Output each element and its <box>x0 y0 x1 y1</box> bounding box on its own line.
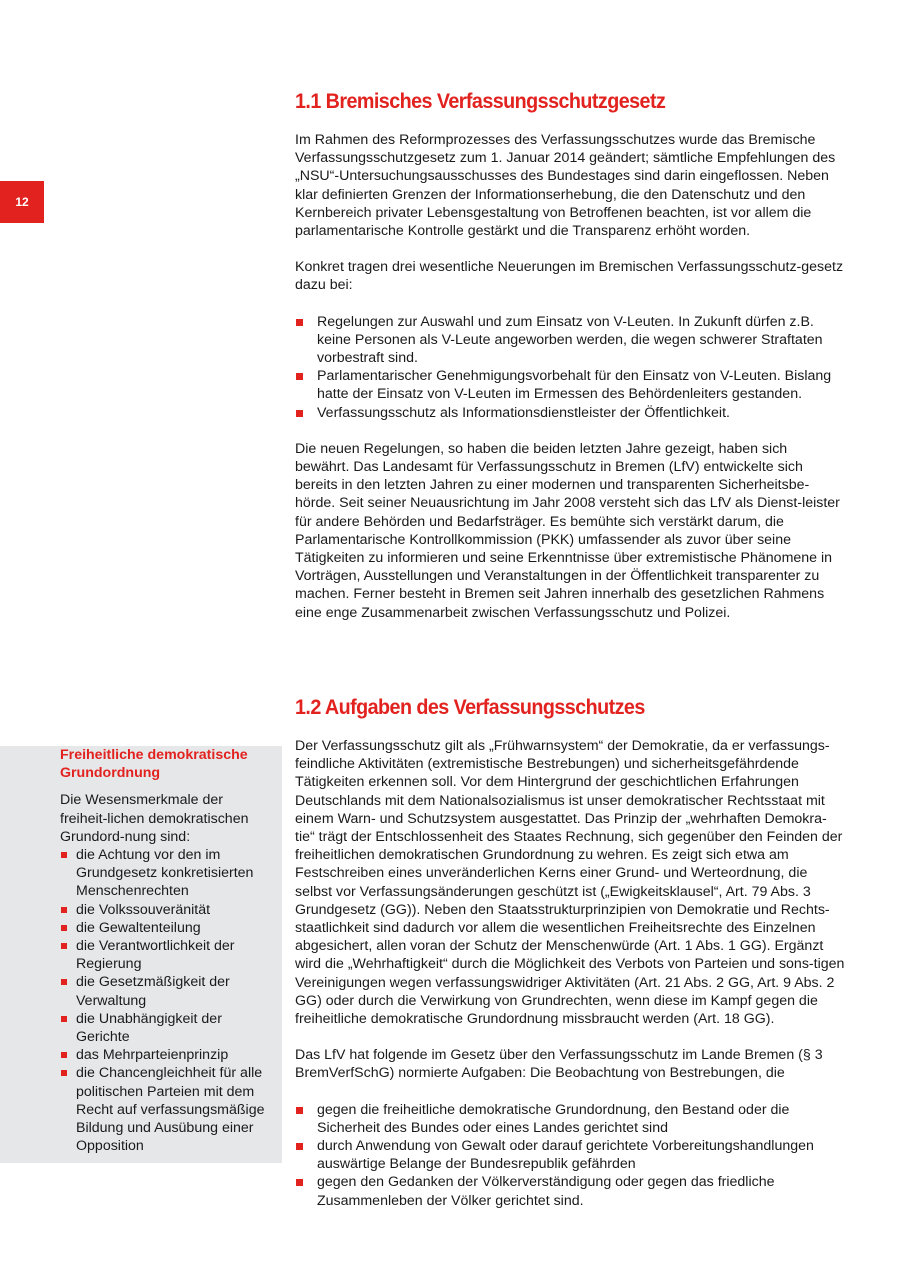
bullet-square-icon <box>61 1070 67 1076</box>
bullet-square-icon <box>296 1179 303 1186</box>
bullet-square-icon <box>296 319 303 326</box>
bullet-square-icon <box>61 979 67 985</box>
list-item: Parlamentarischer Genehmigungsvorbehalt für den Einsatz von V-Leuten. Bislang hatte der Einsatz von V-Leuten im Ermessen des Behördenleiters gestanden. <box>295 367 845 403</box>
list-item: die Gesetzmäßigkeit der Verwaltung <box>60 973 272 1009</box>
sidebar-box <box>0 746 282 1163</box>
list-item: die Volkssouveränität <box>60 901 272 919</box>
bullet-square-icon <box>296 373 303 380</box>
paragraph: Konkret tragen drei wesentliche Neuerungen im Bremischen Verfassungsschutz-gesetz dazu bei: <box>295 259 844 294</box>
list-item: gegen den Gedanken der Völkerverständigung oder gegen das friedliche Zusammenleben der Völker gerichtet sind. <box>295 1173 845 1209</box>
list-item: Regelungen zur Auswahl und zum Einsatz von V-Leuten. In Zukunft dürfen z.B. keine Personen als V-Leute angeworben werden, die wegen schwerer Straftaten vorbestraft sind. <box>295 313 845 368</box>
list-item: gegen die freiheitliche demokratische Grundordnung, den Bestand oder die Sicherheit des Bundes oder eines Landes gerichtet sind <box>295 1101 845 1137</box>
section-verfassungsschutzgesetz <box>295 90 845 622</box>
bullet-square-icon <box>61 852 67 858</box>
sidebar-intro: Die Wesensmerkmale der freiheit-lichen demokratischen Grundord-nung sind: <box>60 792 249 845</box>
paragraph: Die neuen Regelungen, so haben die beiden letzten Jahre gezeigt, haben sich bewährt. Das Landesamt für Verfassungsschutz in Bremen (LfV) entwickelte sich bereits in den letzten Jahren zu einer modernen und transparenten Sicherheitsbe-hörde. Seit seiner Neuausrichtung im Jahr 2008 versteht sich das LfV als Dienst-leister für andere Behörden und Bedarfsträger. Es bemühte sich verstärkt darum, die Parlamentarische Kontrollkommission (PKK) umfassender als zuvor über seine Tätigkeiten zu informieren und seine Erkenntnisse über extremistische Phänomene in Vorträgen, Ausstellungen und Veranstaltungen in der Öffentlichkeit transparenter zu machen. Ferner besteht in Bremen seit Jahren innerhalb des gesetzlichen Rahmens eine enge Zusammenarbeit zwischen Verfassungsschutz und Polizei. <box>295 440 840 621</box>
paragraph: Im Rahmen des Reformprozesses des Verfassungsschutzes wurde das Bremische Verfassungsschutzgesetz zum 1. Januar 2014 geändert; sämtliche Empfehlungen des „NSU“-Untersuchungsausschusses des Bundestages sind darin eingeflossen. Neben klar definierten Grenzen der Informationserhebung, die den Datenschutz und den Kernbereich privater Lebensgestaltung von Betroffenen beachten, ist vor allem die parlamentarische Kontrolle gestärkt und die Transparenz erhöht worden. <box>295 132 836 240</box>
section-aufgaben <box>295 696 845 1210</box>
bullet-list <box>295 1101 845 1210</box>
list-item: Verfassungsschutz als Informationsdienstleister der Öffentlichkeit. <box>295 404 845 422</box>
bullet-list <box>295 313 845 422</box>
bullet-square-icon <box>296 410 303 417</box>
list-item: die Verantwortlichkeit der Regierung <box>60 937 272 973</box>
list-item: die Unabhängigkeit der Gerichte <box>60 1010 272 1046</box>
bullet-square-icon <box>296 1107 303 1114</box>
bullet-square-icon <box>61 907 67 913</box>
bullet-square-icon <box>61 925 67 931</box>
list-item: die Gewaltenteilung <box>60 919 272 937</box>
page-number: 12 <box>15 195 29 209</box>
section-heading: 1.2 Aufgaben des Verfassungsschutzes <box>295 696 645 719</box>
list-item: das Mehrparteienprinzip <box>60 1046 272 1064</box>
sidebar-heading: Freiheitliche demokratische Grundordnung <box>60 747 248 782</box>
section-heading: 1.1 Bremisches Verfassungsschutzgesetz <box>295 90 666 113</box>
page-number-tab <box>0 181 44 223</box>
paragraph: Das LfV hat folgende im Gesetz über den Verfassungsschutz im Lande Bremen (§ 3 BremVerfSchG) normierte Aufgaben: Die Beobachtung von Bestrebungen, die <box>295 1047 823 1082</box>
bullet-square-icon <box>61 1016 67 1022</box>
list-item: die Chancengleichheit für alle politischen Parteien mit dem Recht auf verfassungsmäßige Bildung und Ausübung einer Opposition <box>60 1064 272 1155</box>
bullet-square-icon <box>61 943 67 949</box>
list-item: die Achtung vor den im Grundgesetz konkretisierten Menschenrechten <box>60 846 272 901</box>
list-item: durch Anwendung von Gewalt oder darauf gerichtete Vorbereitungshandlungen auswärtige Belange der Bundesrepublik gefährden <box>295 1137 845 1173</box>
paragraph: Der Verfassungsschutz gilt als „Frühwarnsystem“ der Demokratie, da er verfassungs-feindliche Aktivitäten (extremistische Bestrebungen) und sicherheitsgefährdende Tätigkeiten erkennen soll. Vor dem Hintergrund der geschichtlichen Erfahrungen Deutschlands mit dem Nationalsozialismus ist unser demokratischer Rechtsstaat mit einem Warn- und Schutzsystem ausgestattet. Das Prinzip der „wehrhaften Demokra-tie“ trägt der Entschlossenheit des Staates Rechnung, sich gegenüber den Feinden der freiheitlichen demokratischen Grundordnung zu wehren. Es zeigt sich etwa am Festschreiben eines unveränderlichen Kerns einer Grund- und Werteordnung, die selbst vor Verfassungsänderungen geschützt ist („Ewigkeitsklausel“, Art. 79 Abs. 3 Grundgesetz (GG)). Neben den Staatsstrukturprinzipien von Demokratie und Rechts-staatlichkeit sind dadurch vor allem die wesentlichen Freiheitsrechte des Einzelnen abgesichert, allen voran der Schutz der Menschenwürde (Art. 1 Abs. 1 GG). Ergänzt wird die „Wehrhaftigkeit“ durch die Möglichkeit des Verbots von Parteien und sons-tigen Vereinigungen wegen verfassungswidriger Aktivitäten (Art. 21 Abs. 2 GG, Art. 9 Abs. 2 GG) oder durch die Verwirkung von Grundrechten, wenn diese im Kampf gegen die freiheitliche demokratische Grundordnung missbraucht werden (Art. 18 GG). <box>295 738 845 1028</box>
sidebar-list <box>60 846 272 1155</box>
bullet-square-icon <box>61 1052 67 1058</box>
bullet-square-icon <box>296 1143 303 1150</box>
